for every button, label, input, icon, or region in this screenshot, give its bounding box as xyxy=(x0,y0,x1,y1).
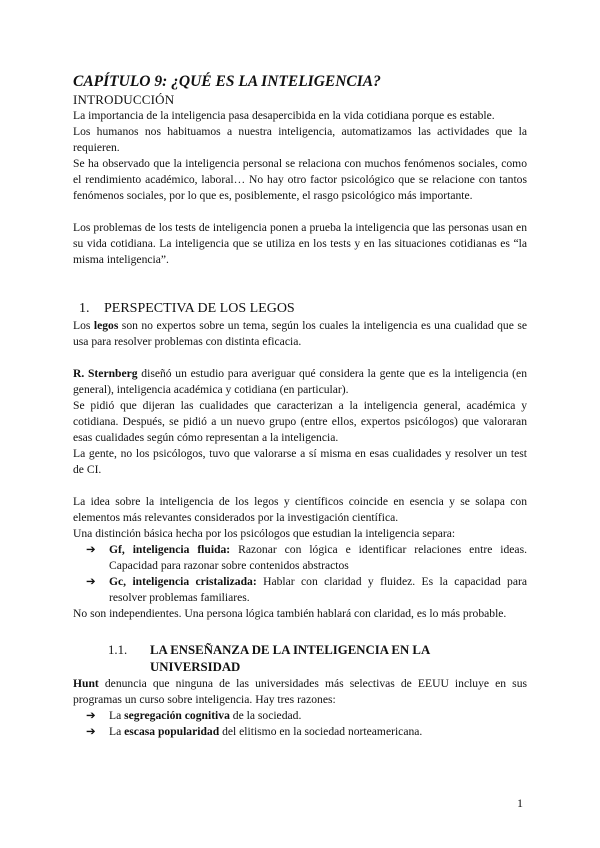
section-1-number: 1. xyxy=(79,301,90,316)
list-item: ➔ La escasa popularidad del elitismo en la sociedad norteamericana. xyxy=(86,725,423,738)
intro-paragraph-1: La importancia de la inteligencia pasa desapercibida en la vida cotidiana porque es estable. xyxy=(73,109,495,122)
section-1-1-number: 1.1. xyxy=(108,643,128,657)
arrow-right-icon: ➔ xyxy=(86,575,96,588)
section-1-1-heading xyxy=(73,642,527,676)
intro-paragraph-3: Se ha observado que la inteligencia personal se relaciona con muchos fenómenos sociales, como el rendimiento académico, laboral… No hay otro factor psicológico que se relacione con tantos fenómenos sociales, por lo que es, posiblemente, el rasgo psicológico más importante. xyxy=(73,157,527,202)
ask-paragraph: Se pidió que dijeran las cualidades que caracterizan a la inteligencia general, académica y cotidiana. Después, se pidió a un nuevo grupo (entre ellos, expertos psicólogos) que valoraran esas cualidades según cómo representan a la inteligencia. xyxy=(73,399,527,444)
section-1-heading xyxy=(73,300,527,318)
intelligence-types-list xyxy=(73,542,527,606)
intro-heading: INTRODUCCIÓN xyxy=(73,92,175,107)
chapter-title: CAPÍTULO 9: ¿QUÉ ES LA INTELIGENCIA? xyxy=(73,73,381,90)
intro-paragraph-2: Los humanos nos habituamos a nuestra inteligencia, automatizamos las actividades que la requieren. xyxy=(73,125,527,154)
reasons-list xyxy=(73,708,527,740)
intro-paragraph-4: Los problemas de los tests de inteligencia ponen a prueba la inteligencia que las personas usan en su vida cotidiana. La inteligencia que se utiliza en los tests y en las situaciones cotidianas es “la misma inteligencia”. xyxy=(73,221,527,266)
people-paragraph: La gente, no los psicólogos, tuvo que valorarse a sí misma en esas cualidades y resolver un test de CI. xyxy=(73,447,527,476)
section-1-1-title: LA ENSEÑANZA DE LA INTELIGENCIA EN LA UNIVERSIDAD xyxy=(150,643,430,674)
legos-paragraph: Los legos son no expertos sobre un tema, según los cuales la inteligencia es una cualidad que se usa para resolver problemas con distinta eficacia. xyxy=(73,319,527,348)
list-item: ➔ Gc, inteligencia cristalizada: Hablar con claridad y fluidez. Es la capacidad para resolver problemas familiares. xyxy=(86,575,527,604)
list-item: ➔ Gf, inteligencia fluida: Razonar con lógica e identificar relaciones entre ideas. Capacidad para razonar sobre contenidos abstractos xyxy=(86,543,527,572)
arrow-right-icon: ➔ xyxy=(86,543,96,556)
hunt-name: Hunt xyxy=(73,677,99,690)
page-number: 1 xyxy=(517,796,523,810)
arrow-right-icon: ➔ xyxy=(86,725,96,738)
arrow-right-icon: ➔ xyxy=(86,709,96,722)
hunt-paragraph: Hunt denuncia que ninguna de las universidades más selectivas de EEUU incluye en sus programas un curso sobre inteligencia. Hay tres razones: xyxy=(73,677,527,706)
page-content xyxy=(73,72,527,740)
sternberg-name: R. Sternberg xyxy=(73,367,138,380)
section-1-title: PERSPECTIVA DE LOS LEGOS xyxy=(104,301,295,316)
distinction-paragraph: Una distinción básica hecha por los psicólogos que estudian la inteligencia separa: xyxy=(73,527,456,540)
list-item: ➔ La segregación cognitiva de la sociedad. xyxy=(86,709,302,722)
legos-term: legos xyxy=(93,319,119,332)
not-independent-paragraph: No son independientes. Una persona lógica también hablará con claridad, es lo más probable. xyxy=(73,607,507,620)
idea-paragraph: La idea sobre la inteligencia de los legos y científicos coincide en esencia y se solapa con elementos más relevantes considerados por la investigación científica. xyxy=(73,495,527,524)
sternberg-paragraph: R. Sternberg diseñó un estudio para averiguar qué considera la gente que es la inteligencia (en general), inteligencia académica y cotidiana (en particular). xyxy=(73,367,527,396)
